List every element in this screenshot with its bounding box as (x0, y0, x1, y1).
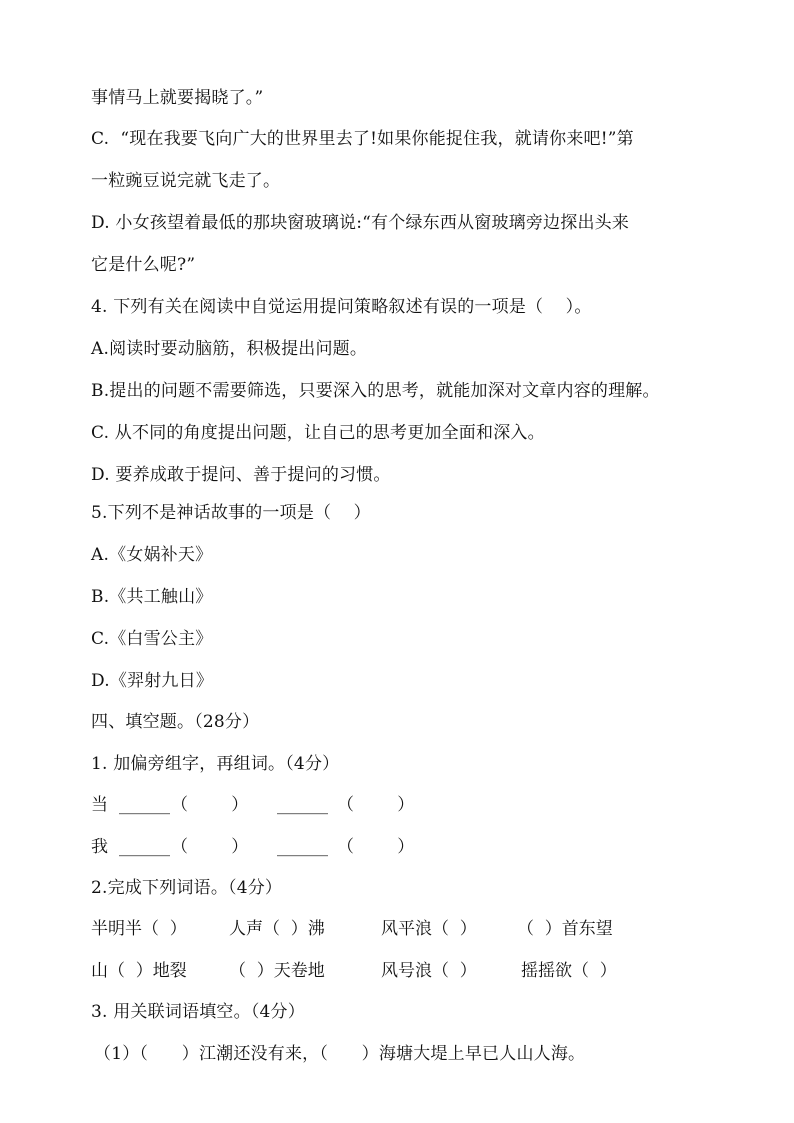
option-d-q4: D. 要养成敢于提问、善于提问的习惯。 (91, 465, 391, 485)
answer-blank: ______ (277, 837, 328, 857)
option-a-q4: A.阅读时要动脑筋，积极提出问题。 (91, 339, 368, 359)
option-d-q3: D. 小女孩望着最低的那块窗玻璃说:“有个绿东西从窗玻璃旁边探出头来 (91, 213, 630, 233)
idiom-row (91, 960, 731, 982)
radical-base-char: 当 (91, 795, 108, 815)
answer-paren: （ ） (337, 837, 415, 857)
section-heading: 四、填空题。（28分） (91, 712, 260, 732)
answer-blank: ______ (119, 795, 170, 815)
question-fill-1: 1. 加偏旁组字，再组词。（4分） (91, 754, 340, 774)
idiom-item: 半明半（ ） (91, 919, 187, 939)
idiom-item: 山（ ）地裂 (91, 961, 187, 981)
option-c-q4: C. 从不同的角度提出问题，让自己的思考更加全面和深入。 (91, 423, 545, 443)
answer-paren: （ ） (171, 837, 249, 857)
text-line: 它是什么呢?” (91, 255, 196, 275)
option-c-q5: C.《白雪公主》 (91, 629, 213, 649)
question-4: 4. 下列有关在阅读中自觉运用提问策略叙述有误的一项是（ ）。 (91, 297, 592, 317)
option-a-q5: A.《女娲补天》 (91, 545, 213, 565)
idiom-item: 人声（ ）沸 (229, 919, 325, 939)
option-c-q3: C. “现在我要飞向广大的世界里去了!如果你能捉住我，就请你来吧!”第 (91, 129, 634, 149)
idiom-item: （ ）天卷地 (229, 961, 325, 981)
answer-paren: （ ） (337, 795, 415, 815)
answer-blank: ______ (119, 837, 170, 857)
radical-base-char: 我 (91, 837, 108, 857)
idiom-row (91, 918, 731, 940)
idiom-item: （ ）首东望 (517, 919, 613, 939)
option-d-q5: D.《羿射九日》 (91, 671, 214, 691)
option-b-q4: B.提出的问题不需要筛选，只要深入的思考，就能加深对文章内容的理解。 (91, 381, 660, 401)
radical-row (91, 836, 731, 858)
question-5: 5.下列不是神话故事的一项是（ ） (91, 503, 371, 523)
question-fill-2: 2.完成下列词语。（4分） (91, 878, 283, 898)
radical-row (91, 794, 731, 816)
text-line: 一粒豌豆说完就飞走了。 (91, 171, 281, 191)
option-b-q5: B.《共工触山》 (91, 587, 213, 607)
idiom-item: 风平浪（ ） (381, 919, 477, 939)
answer-blank: ______ (277, 795, 328, 815)
text-line: 事情马上就要揭晓了。” (91, 88, 264, 108)
idiom-item: 风号浪（ ） (381, 961, 477, 981)
question-fill-3: 3. 用关联词语填空。（4分） (91, 1002, 305, 1022)
answer-paren: （ ） (171, 795, 249, 815)
fill-3-item-1: （1）（ ）江潮还没有来，（ ）海塘大堤上早已人山人海。 (94, 1044, 586, 1064)
idiom-item: 摇摇欲（ ） (521, 961, 617, 981)
